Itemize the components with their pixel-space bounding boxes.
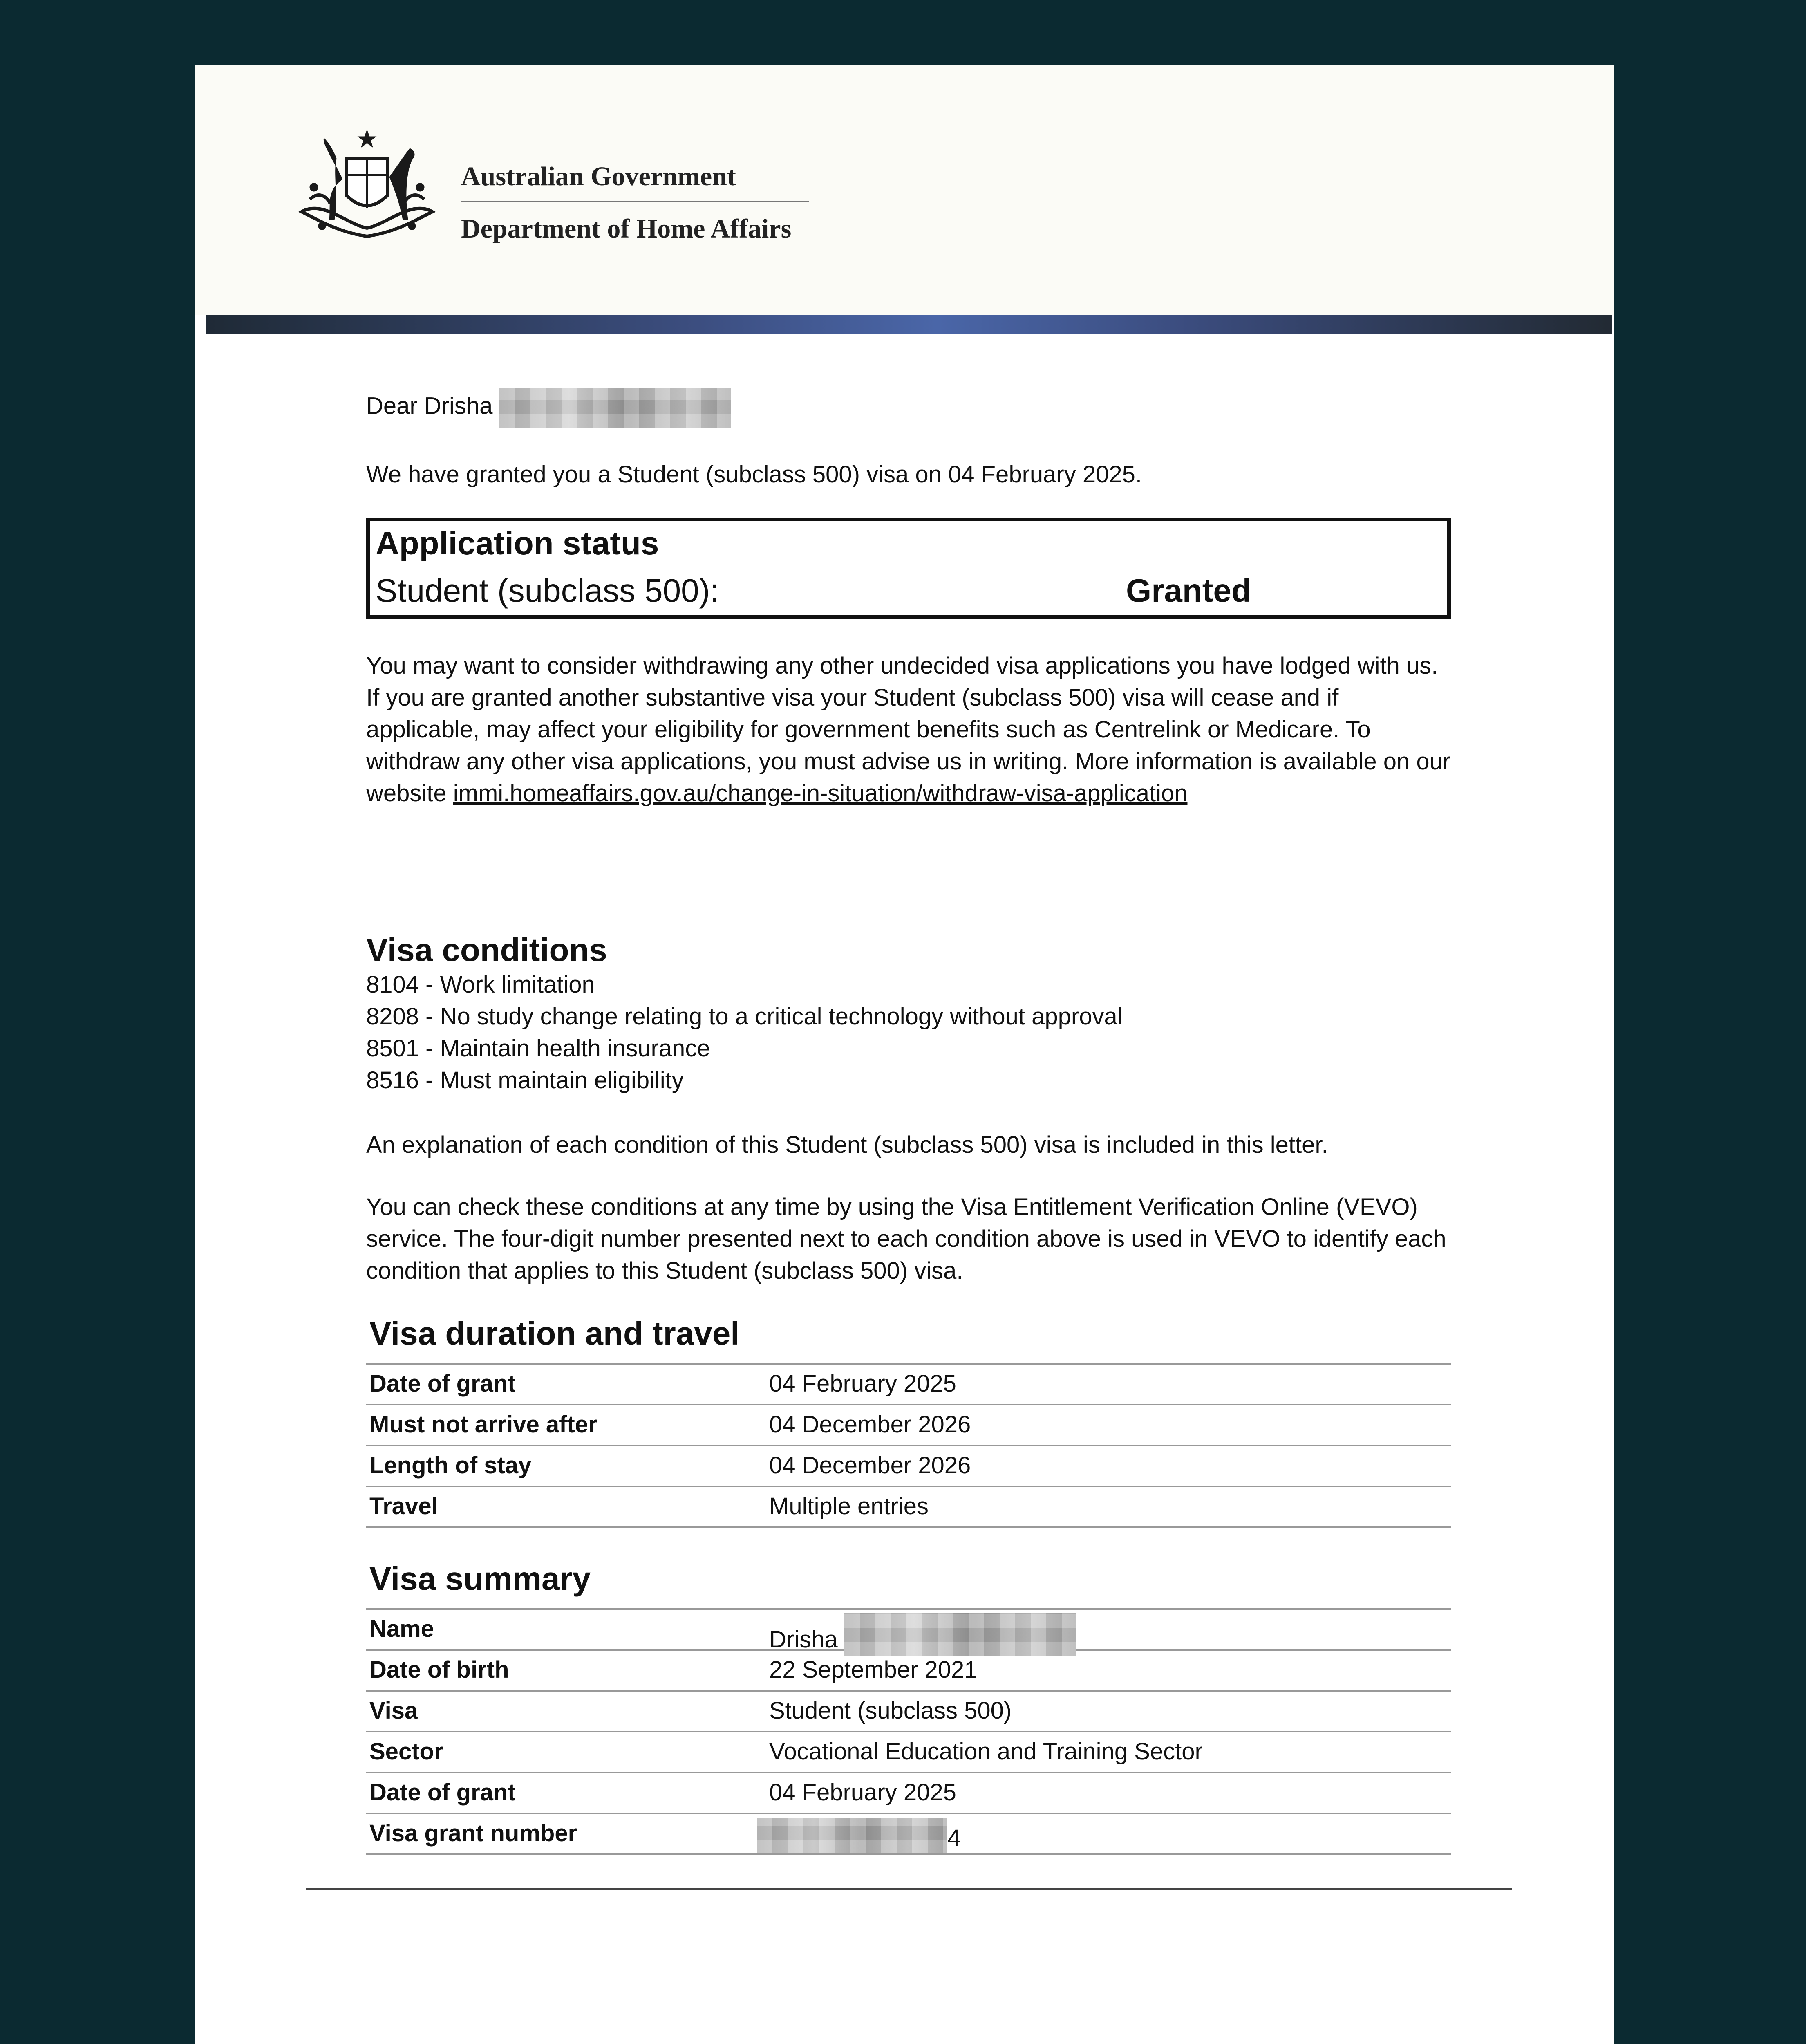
table-row: Name Drisha	[366, 1610, 1451, 1651]
vevo-paragraph: You can check these conditions at any time by using the Visa Entitlement Verification Online (VEVO) service. The four-digit number presented next to each condition above is used in VEVO to identify each condition that applies to this Student (subclass 500) visa.	[366, 1194, 1446, 1284]
salutation: Dear Drisha	[366, 388, 1453, 428]
status-title: Application status	[376, 525, 659, 561]
summary-table	[366, 1608, 1451, 1855]
letter-header	[195, 65, 1614, 315]
condition-item: 8104 - Work limitation	[366, 971, 595, 998]
conditions-heading: Visa conditions	[366, 932, 607, 968]
government-name: Australian Government	[461, 161, 736, 191]
department-name: Department of Home Affairs	[461, 214, 792, 244]
letter-page	[195, 65, 1614, 2044]
duration-heading: Visa duration and travel	[369, 1315, 740, 1351]
conditions-list	[366, 969, 1453, 1096]
table-row: Sector Vocational Education and Training Sector	[366, 1732, 1451, 1773]
table-row: Length of stay 04 December 2026	[366, 1446, 1451, 1487]
redacted-surname	[844, 1613, 1076, 1656]
status-value: Granted	[1126, 572, 1251, 609]
condition-item: 8516 - Must maintain eligibility	[366, 1067, 684, 1094]
condition-item: 8208 - No study change relating to a critical technology without approval	[366, 1003, 1123, 1030]
summary-heading: Visa summary	[369, 1560, 591, 1597]
redacted-surname	[499, 388, 731, 428]
coat-of-arms-icon	[285, 126, 449, 249]
condition-item: 8501 - Maintain health insurance	[366, 1035, 710, 1062]
redacted-grant-number	[757, 1818, 947, 1853]
withdraw-link[interactable]: immi.homeaffairs.gov.au/change-in-situation/withdraw-visa-application	[453, 780, 1188, 807]
table-row: Date of grant 04 February 2025	[366, 1773, 1451, 1814]
table-row: Travel Multiple entries	[366, 1487, 1451, 1528]
header-rule	[461, 201, 809, 202]
table-row: Visa Student (subclass 500)	[366, 1692, 1451, 1732]
table-row: Visa grant number 4	[366, 1814, 1451, 1855]
grant-sentence: We have granted you a Student (subclass 500) visa on 04 February 2025.	[366, 461, 1142, 488]
withdraw-paragraph: You may want to consider withdrawing any other undecided visa applications you have lodged with us. If you are granted another substantive visa your Student (subclass 500) visa will cease and if applicable, may affect your eligibility for government benefits such as Centrelink or Medicare. To withdraw any other visa applications, you must advise us in writing. More information is available on our website immi.homeaffairs.gov.au/change-in-situation/withdraw-visa-application	[366, 652, 1451, 807]
table-row: Date of grant 04 February 2025	[366, 1365, 1451, 1405]
application-status-box	[366, 518, 1451, 619]
page-end-rule	[306, 1888, 1512, 1890]
duration-table	[366, 1363, 1451, 1528]
header-band	[206, 315, 1612, 334]
table-row: Date of birth 22 September 2021	[366, 1651, 1451, 1692]
explanation-sentence: An explanation of each condition of this Student (subclass 500) visa is included in this letter.	[366, 1132, 1328, 1158]
table-row: Must not arrive after 04 December 2026	[366, 1405, 1451, 1446]
status-label: Student (subclass 500):	[376, 572, 719, 609]
